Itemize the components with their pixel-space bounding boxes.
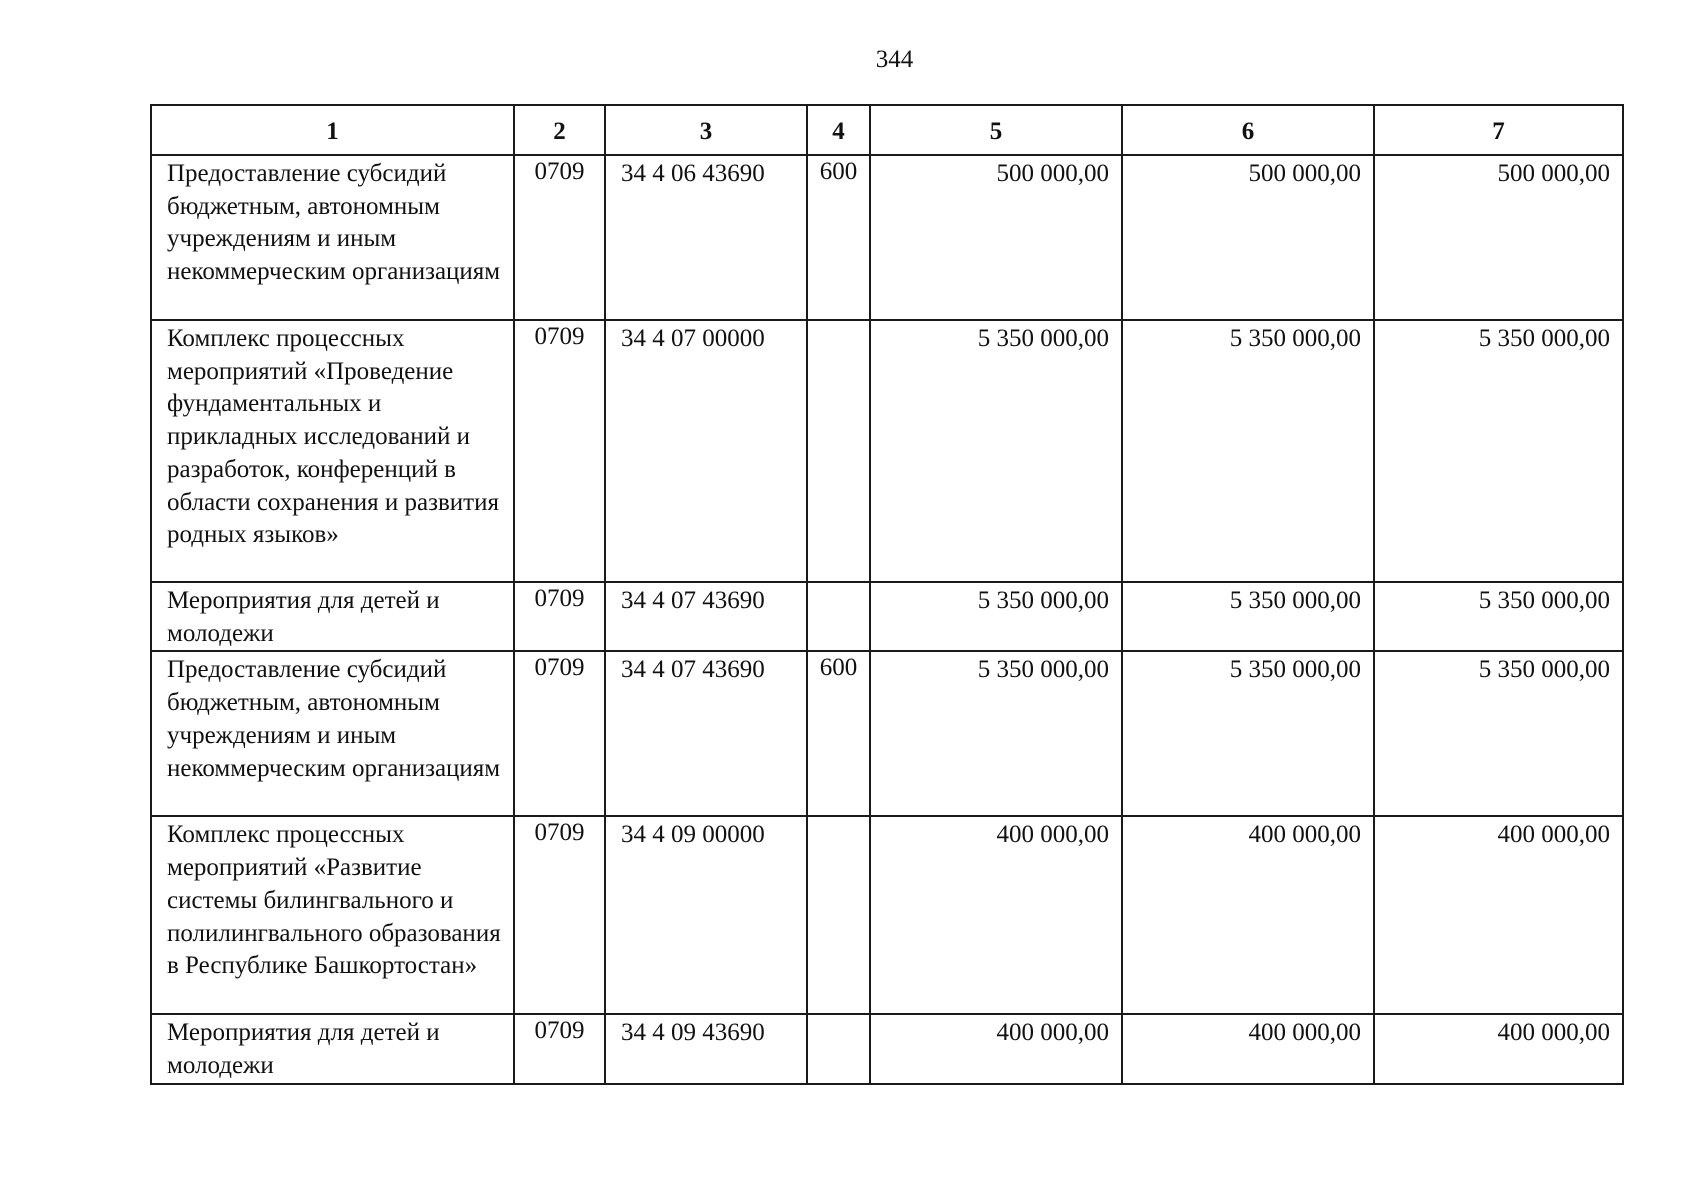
row-section-code: 0709 <box>514 582 605 651</box>
column-header: 5 <box>870 105 1122 155</box>
row-name: Комплекс процессных мероприятий «Развитие системы билингвального и полилингвального образования в Республике Башкортостан» <box>151 816 514 1014</box>
row-value-5: 400 000,00 <box>870 816 1122 1014</box>
row-target-code: 34 4 07 43690 <box>605 651 807 816</box>
row-expense-type <box>807 816 870 1014</box>
row-expense-type <box>807 582 870 651</box>
row-value-5: 5 350 000,00 <box>870 582 1122 651</box>
row-expense-type: 600 <box>807 651 870 816</box>
table-row <box>151 651 1623 816</box>
row-value-7: 5 350 000,00 <box>1374 320 1623 582</box>
row-value-5: 5 350 000,00 <box>870 320 1122 582</box>
column-header: 3 <box>605 105 807 155</box>
row-expense-type: 600 <box>807 155 870 320</box>
column-header: 4 <box>807 105 870 155</box>
row-expense-type <box>807 320 870 582</box>
column-header: 2 <box>514 105 605 155</box>
row-name: Мероприятия для детей и молодежи <box>151 582 514 651</box>
column-header: 1 <box>151 105 514 155</box>
row-value-6: 5 350 000,00 <box>1122 582 1374 651</box>
row-value-7: 400 000,00 <box>1374 816 1623 1014</box>
row-value-6: 500 000,00 <box>1122 155 1374 320</box>
budget-table <box>150 104 1624 1085</box>
column-header: 6 <box>1122 105 1374 155</box>
row-value-7: 5 350 000,00 <box>1374 651 1623 816</box>
row-value-5: 5 350 000,00 <box>870 651 1122 816</box>
table-row <box>151 816 1623 1014</box>
row-section-code: 0709 <box>514 155 605 320</box>
row-value-6: 5 350 000,00 <box>1122 651 1374 816</box>
row-section-code: 0709 <box>514 651 605 816</box>
row-section-code: 0709 <box>514 320 605 582</box>
row-expense-type <box>807 1014 870 1083</box>
row-value-7: 5 350 000,00 <box>1374 582 1623 651</box>
row-value-6: 400 000,00 <box>1122 1014 1374 1083</box>
table-row <box>151 582 1623 651</box>
row-value-7: 500 000,00 <box>1374 155 1623 320</box>
row-target-code: 34 4 07 43690 <box>605 582 807 651</box>
row-target-code: 34 4 09 00000 <box>605 816 807 1014</box>
row-value-7: 400 000,00 <box>1374 1014 1623 1083</box>
row-target-code: 34 4 06 43690 <box>605 155 807 320</box>
row-value-6: 400 000,00 <box>1122 816 1374 1014</box>
row-value-6: 5 350 000,00 <box>1122 320 1374 582</box>
row-target-code: 34 4 07 00000 <box>605 320 807 582</box>
row-name: Комплекс процессных мероприятий «Проведение фундаментальных и прикладных исследований и разработок, конференций в области сохранения и развития родных языков» <box>151 320 514 582</box>
row-name: Предоставление субсидий бюджетным, автономным учреждениям и иным некоммерческим организациям <box>151 651 514 816</box>
table-row <box>151 1014 1623 1083</box>
row-section-code: 0709 <box>514 816 605 1014</box>
page-number: 344 <box>875 46 914 73</box>
row-value-5: 400 000,00 <box>870 1014 1122 1083</box>
row-target-code: 34 4 09 43690 <box>605 1014 807 1083</box>
table-row <box>151 155 1623 320</box>
table-header-row <box>151 105 1623 155</box>
column-header: 7 <box>1374 105 1623 155</box>
row-name: Мероприятия для детей и молодежи <box>151 1014 514 1083</box>
row-section-code: 0709 <box>514 1014 605 1083</box>
row-value-5: 500 000,00 <box>870 155 1122 320</box>
row-name: Предоставление субсидий бюджетным, автономным учреждениям и иным некоммерческим организациям <box>151 155 514 320</box>
table-row <box>151 320 1623 582</box>
